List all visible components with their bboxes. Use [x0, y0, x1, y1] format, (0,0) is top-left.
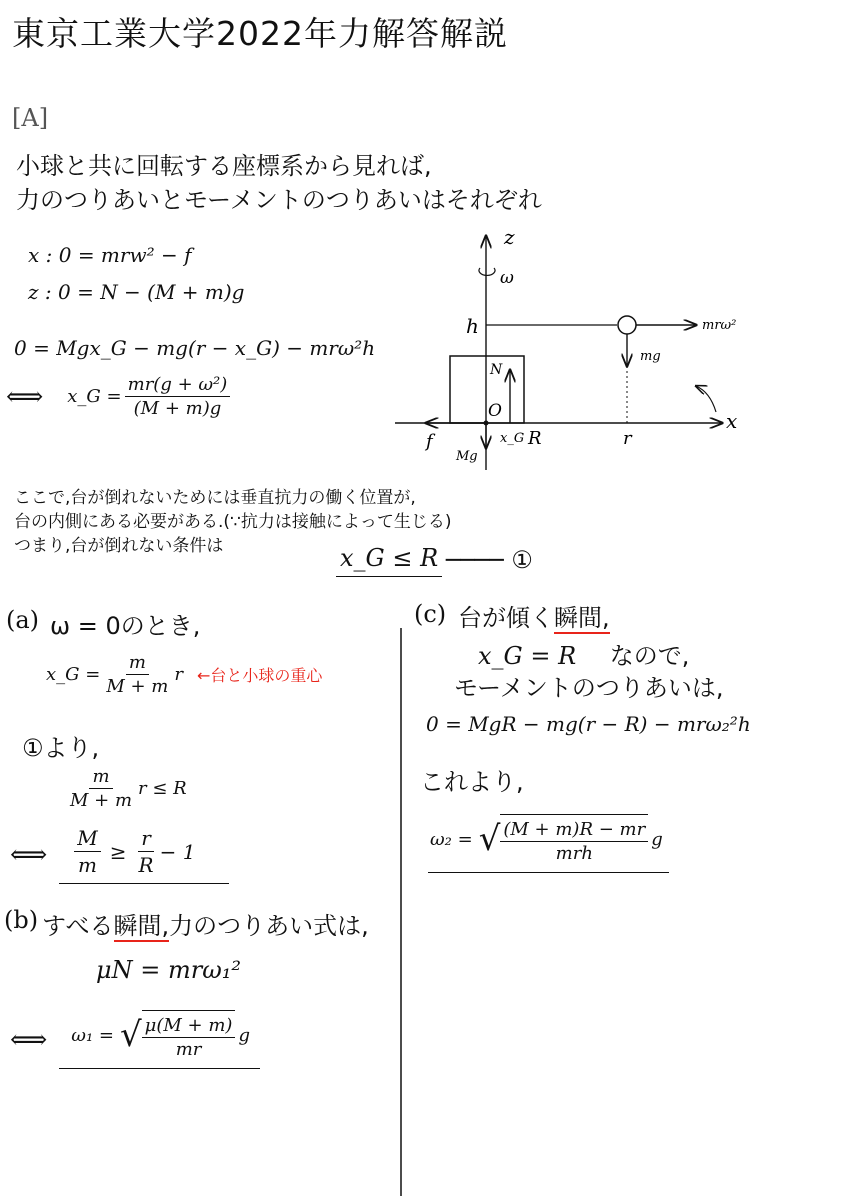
part-a-ge: ≥ — [109, 839, 127, 864]
part-a-res-den2: R — [138, 853, 154, 877]
explain-line-1: ここで,台が倒れないためには垂直抗力の働く位置が, — [14, 488, 416, 508]
part-b-num: μ(M + m) — [142, 1015, 236, 1038]
part-a-ineq-den: M + m — [70, 790, 133, 811]
label-f: f — [426, 431, 433, 452]
label-x: x — [726, 409, 738, 433]
part-a-res-frac-1 — [74, 826, 100, 877]
part-a-res-tail: − 1 — [159, 839, 196, 864]
label-N: N — [490, 362, 503, 378]
part-b-equation: μN = mrω₁² — [96, 956, 242, 984]
sqrt-symbol: √ — [119, 1015, 142, 1055]
part-a-xg-lhs: x_G = — [46, 664, 101, 685]
section-a-label: [A] — [12, 104, 49, 132]
xg-lhs: x_G = — [67, 386, 122, 407]
part-b-text-pre: すべる — [42, 912, 114, 940]
xg-numerator: mr(g + ω²) — [125, 374, 231, 397]
intro-line-2: 力のつりあいとモーメントのつりあいはそれぞれ — [16, 186, 542, 214]
part-c-line-2-text: なので, — [609, 642, 690, 670]
label-h: h — [466, 314, 479, 338]
part-c-den: mrh — [555, 843, 593, 864]
part-a-result — [59, 826, 229, 884]
part-b-result — [59, 1010, 260, 1069]
sqrt-symbol-c: √ — [478, 819, 501, 859]
tipping-condition: x_G ≤ R — [336, 544, 442, 577]
part-b-iff: ⟺ — [10, 1024, 48, 1055]
part-c-result-row — [428, 814, 669, 873]
part-a-label: (a) — [6, 606, 40, 634]
label-omega: ω — [500, 268, 514, 288]
part-a-xg-row — [46, 652, 322, 697]
part-a-xg-den: M + m — [106, 676, 169, 697]
explain-line-3: つまり,台が倒れない条件は — [14, 536, 224, 556]
part-c-lhs: ω₂ = — [430, 828, 473, 850]
label-block-mg: Mg — [456, 449, 478, 464]
part-b-result-row — [10, 1010, 260, 1069]
part-c-num: (M + m)R − mr — [500, 819, 648, 842]
part-a-result-row — [10, 826, 229, 884]
part-b-tail: g — [238, 1024, 250, 1046]
label-origin: O — [488, 401, 502, 421]
part-b-fraction — [142, 1010, 236, 1060]
part-c-line-2 — [478, 636, 689, 671]
part-c-label: (c) — [414, 600, 447, 628]
part-c-line-3: モーメントのつりあいは, — [454, 674, 724, 702]
equation-x-balance: x : 0 = mrw² − f — [28, 243, 192, 267]
part-b-text-key: 瞬間, — [113, 912, 170, 940]
condition-mark: ──── ① — [446, 546, 533, 574]
part-a-res-frac-2 — [136, 826, 157, 877]
part-a-xg-fraction — [103, 652, 171, 697]
part-a-ineq-tail: r ≤ R — [138, 778, 187, 799]
equation-z-balance: z : 0 = N − (M + m)g — [28, 280, 245, 304]
label-r: r — [623, 428, 632, 449]
part-b-label: (b) — [4, 906, 39, 934]
part-a-ineq-fraction — [67, 766, 135, 811]
part-a-ineq-num: m — [89, 766, 112, 789]
part-a-from-1: ①より, — [22, 734, 100, 762]
part-c-then: これより, — [420, 768, 524, 796]
xg-denominator: (M + m)g — [133, 398, 222, 419]
part-c-fraction — [500, 814, 648, 864]
part-c-result — [428, 814, 669, 873]
part-b-lhs: ω₁ = — [71, 1024, 114, 1046]
rotation-hint-arrow — [696, 386, 716, 412]
intro-line-1: 小球と共に回転する座標系から見れば, — [16, 152, 432, 180]
part-a-inequality — [64, 766, 187, 811]
label-ball-mg: mg — [640, 349, 661, 364]
part-c-text-pre: 台が傾く — [458, 604, 554, 632]
explain-line-2: 台の内側にある必要がある.(∵抗力は接触によって生じる) — [14, 512, 452, 532]
ball — [618, 316, 636, 334]
part-b-text-post: 力のつりあい式は, — [169, 912, 369, 940]
part-b-text — [42, 906, 369, 941]
label-xg: x_G — [500, 431, 525, 446]
label-R: R — [528, 428, 542, 449]
part-a-condition: ω = 0のとき, — [50, 612, 201, 640]
equation-moment: 0 = Mgx_G − mg(r − x_G) − mrω²h — [14, 336, 376, 360]
iff-symbol: ⟺ — [6, 381, 44, 412]
part-c-moment-eq: 0 = MgR − mg(r − R) − mrω₂²h — [426, 712, 751, 736]
part-a-res-num2: r — [138, 826, 154, 852]
part-c-text — [458, 598, 610, 633]
part-c-tail: g — [651, 828, 663, 850]
part-a-xg-tail: r — [174, 664, 183, 685]
part-c-text-key: 瞬間, — [554, 604, 610, 632]
rotation-omega-arrow — [479, 268, 495, 275]
base-block — [450, 356, 524, 423]
part-a-iff: ⟺ — [10, 840, 48, 870]
label-mrw2: mrω² — [702, 318, 737, 333]
origin-point — [484, 421, 489, 426]
label-z: z — [504, 225, 515, 249]
part-a-res-num: M — [74, 826, 100, 852]
part-b-den: mr — [175, 1039, 202, 1060]
page-title: 東京工業大学2022年力解答解説 — [12, 14, 508, 53]
part-a-xg-num: m — [126, 652, 149, 675]
part-c-xg-eq: x_G = R — [478, 642, 577, 670]
center-of-mass-note: ←台と小球の重心 — [196, 666, 323, 685]
part-a-res-den: m — [78, 853, 97, 877]
